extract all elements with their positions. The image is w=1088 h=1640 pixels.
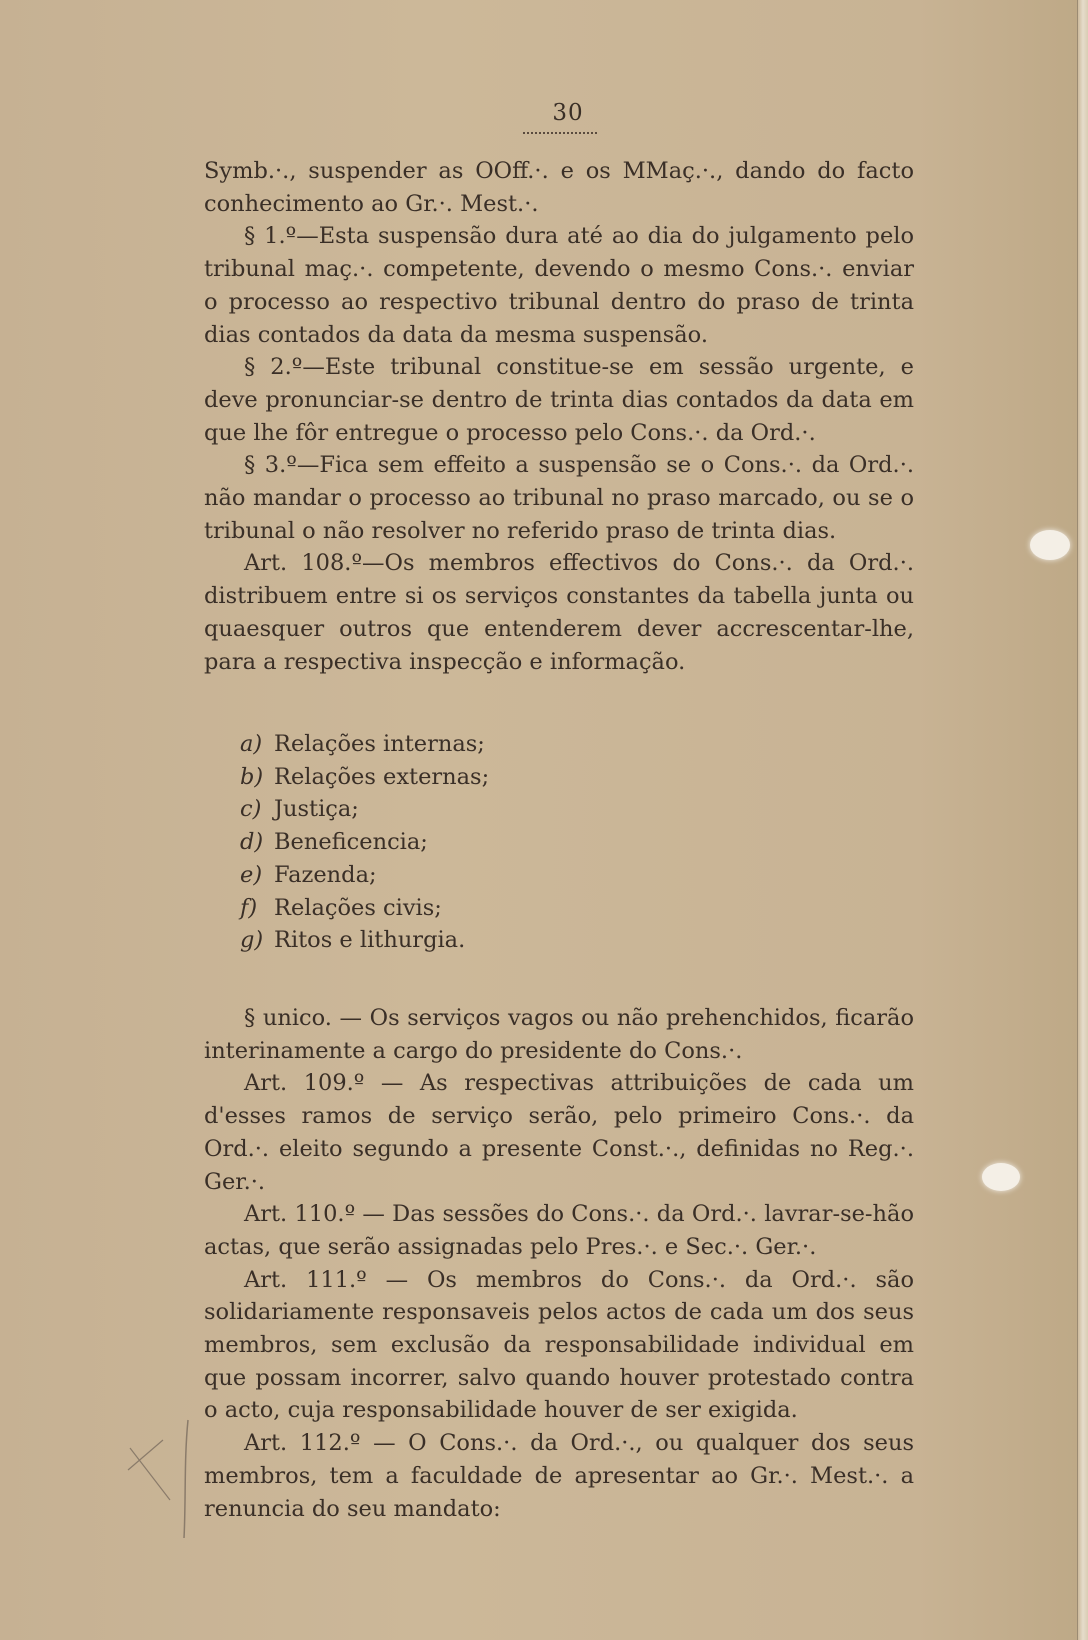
pencil-mark-icon [118, 1400, 208, 1540]
list-item [240, 826, 640, 859]
paragraph-section-1: § 1.º—Esta suspensão dura até ao dia do julgamento pelo tribunal maç.·. competente, devendo o mesmo Cons.·. enviar o processo ao respectivo tribunal dentro do praso de trinta dias contados da data da mesma suspensão. [204, 223, 914, 348]
paper-blot [1030, 530, 1070, 560]
paragraph-art-110: Art. 110.º — Das sessões do Cons.·. da Ord.·. lavrar-se-hão actas, que serão assignadas pelo Pres.·. e Sec.·. Ger.·. [204, 1201, 914, 1260]
paragraph-art-111: Art. 111.º — Os membros do Cons.·. da Ord.·. são solidariamente responsaveis pelos actos de cada um dos seus membros, sem exclusão da responsabilidade individual em que possam incorrer, salvo quando houver protestado contra o acto, cuja responsabilidade houver de ser exigida. [204, 1266, 914, 1424]
list-letter: a) [240, 731, 263, 757]
list-letter: g) [240, 927, 264, 954]
list-text: Beneficencia; [274, 829, 428, 856]
list-text: Ritos e lithurgia. [274, 927, 466, 954]
list-letter: b) [240, 763, 264, 790]
list-text: Justiça; [274, 796, 359, 823]
page-number-rule [523, 132, 597, 134]
list-item [240, 924, 640, 957]
paragraph-section-2: § 2.º—Este tribunal constitue-se em sessão urgente, e deve pronunciar-se dentro de trinta dias contados da data em que lhe fôr entregue o processo pelo Cons.·. da Ord.·. [204, 354, 914, 446]
list-item [240, 892, 640, 925]
list-item [240, 728, 640, 761]
paragraph-art-108: Art. 108.º—Os membros effectivos do Cons.·. da Ord.·. distribuem entre si os serviços constantes da tabella junta ou quaesquer outros que entenderem dever accrescentar-lhe, para a respectiva inspecção e informação. [204, 550, 914, 675]
services-list [240, 728, 640, 957]
list-item [240, 793, 640, 826]
list-text: Fazenda; [274, 861, 377, 888]
paragraph-section-3: § 3.º—Fica sem effeito a suspensão se o Cons.·. da Ord.·. não mandar o processo ao tribunal no praso marcado, ou se o tribunal o não resolver no referido praso de trinta dias. [204, 452, 914, 544]
list-letter: c) [240, 796, 262, 823]
list-item [240, 761, 640, 794]
list-letter: d) [240, 829, 264, 856]
text-block-top [204, 155, 914, 678]
paper-blot [982, 1163, 1020, 1191]
list-text: Relações internas; [274, 731, 485, 757]
paragraph-art-109: Art. 109.º — As respectivas attribuições de cada um d'esses ramos de serviço serão, pelo primeiro Cons.·. da Ord.·. eleito segundo a presente Const.·., definidas no Reg.·. Ger.·. [204, 1070, 914, 1195]
list-text: Relações externas; [274, 763, 490, 790]
paragraph-section-unico: § unico. — Os serviços vagos ou não prehenchidos, ficarão interinamente a cargo do presidente do Cons.·. [204, 1005, 914, 1064]
list-text: Relações civis; [274, 894, 442, 921]
page-number: 30 [552, 100, 584, 126]
page-edge [1077, 0, 1088, 1640]
paragraph-art-112: Art. 112.º — O Cons.·. da Ord.·., ou qualquer dos seus membros, tem a faculdade de apresentar ao Gr.·. Mest.·. a renuncia do seu mandato: [204, 1430, 914, 1522]
text-block-bottom [204, 1002, 914, 1525]
list-letter: f) [240, 894, 258, 921]
list-item [240, 859, 640, 892]
paragraph-continuation: Symb.·., suspender as OOff.·. e os MMaç.·., dando do facto conhecimento ao Gr.·. Mest.·. [204, 158, 914, 217]
list-letter: e) [240, 861, 263, 888]
